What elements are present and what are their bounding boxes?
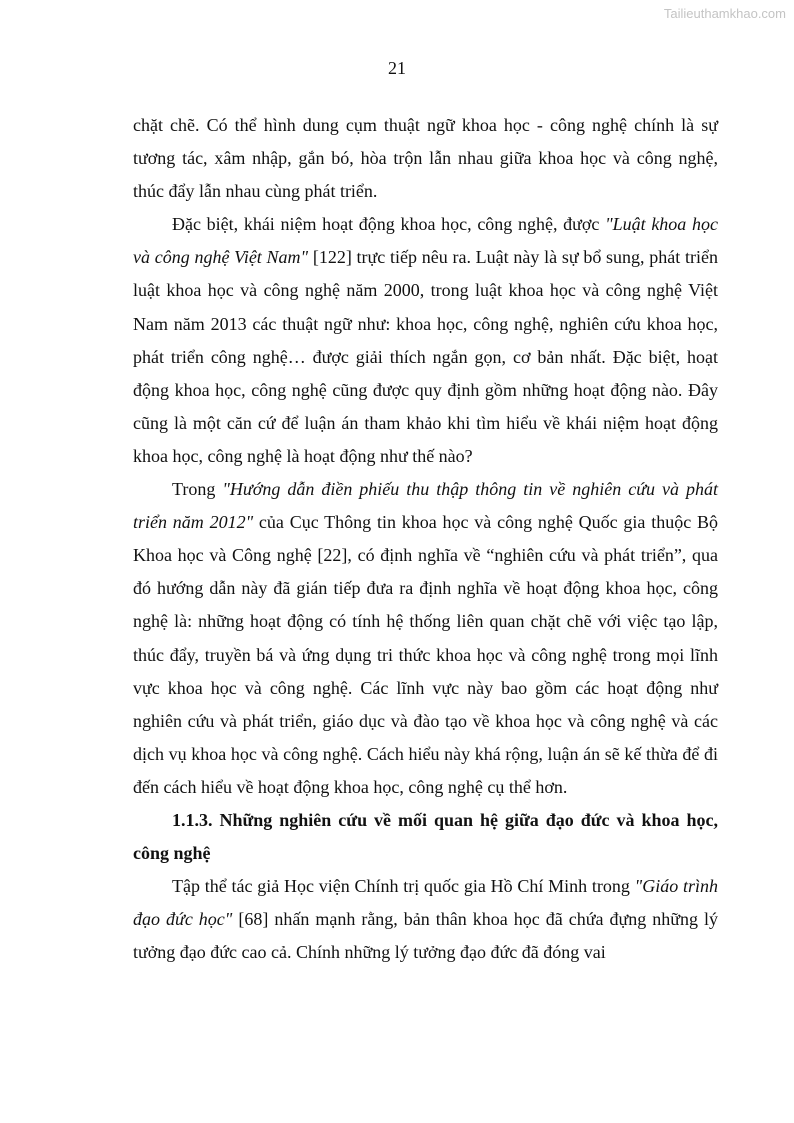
paragraph-4-text-a: Tập thể tác giả Học viện Chính trị quốc gia Hồ Chí Minh trong bbox=[172, 876, 635, 897]
textbook-title-citation: "Giáo trình đạo đức học" bbox=[133, 876, 718, 930]
paragraph-3-text-c: của Cục Thông tin khoa học và công nghệ Quốc gia thuộc Bộ Khoa học và Công nghệ [22], có định nghĩa về “nghiên cứu và phát triển”, qua đó hướng dẫn này đã gián tiếp đưa ra định nghĩa về hoạt động khoa học, công nghệ là: những hoạt động có tính hệ thống liên quan chặt chẽ với việc tạo lập, thúc đẩy, truyền bá và ứng dụng tri thức khoa học và công nghệ trong mọi lĩnh vực khoa học và công nghệ. Các lĩnh vực này bao gồm các hoạt động như nghiên cứu và phát triển, giáo dục và đào tạo về khoa học và công nghệ và các dịch vụ khoa học và công nghệ. Cách hiểu này khá rộng, luận án sẽ kế thừa để đi đến cách hiểu về hoạt động khoa học, công nghệ cụ thể hơn. bbox=[133, 512, 718, 797]
page-body bbox=[133, 109, 718, 969]
watermark: Tailieuthamkhao.com bbox=[663, 6, 786, 21]
paragraph-2-text-c: [122] trực tiếp nêu ra. Luật này là sự bổ sung, phát triển luật khoa học và công nghệ năm 2000, trong luật khoa học và công nghệ Việt Nam năm 2013 các thuật ngữ như: khoa học, công nghệ, nghiên cứu khoa học, phát triển công nghệ… được giải thích ngắn gọn, cơ bản nhất. Đặc biệt, hoạt động khoa học, công nghệ cũng được quy định gồm những hoạt động nào. Đây cũng là một căn cứ để luận án tham khảo khi tìm hiểu về khái niệm hoạt động khoa học, công nghệ là hoạt động như thế nào? bbox=[133, 247, 718, 466]
paragraph-3-text-a: Trong bbox=[172, 479, 223, 500]
page-number: 21 bbox=[388, 58, 406, 78]
paragraph-4-text-c: [68] nhấn mạnh rằng, bản thân khoa học đã chứa đựng những lý tưởng đạo đức cao cả. Chính những lý tưởng đạo đức đã đóng vai bbox=[133, 909, 718, 963]
paragraph-4 bbox=[133, 870, 718, 969]
section-heading: 1.1.3. Những nghiên cứu về mối quan hệ giữa đạo đức và khoa học, công nghệ bbox=[133, 809, 718, 864]
guide-title-citation: "Hướng dẫn điền phiếu thu thập thông tin về nghiên cứu và phát triển năm 2012" bbox=[133, 479, 719, 533]
paragraph-1: chặt chẽ. Có thể hình dung cụm thuật ngữ khoa học - công nghệ chính là sự tương tác, xâm nhập, gắn bó, hòa trộn lẫn nhau giữa khoa học và công nghệ, thúc đẩy lẫn nhau cùng phát triển. bbox=[133, 115, 718, 202]
law-title-citation: "Luật khoa học và công nghệ Việt Nam" bbox=[133, 214, 718, 268]
paragraph-2-text-a: Đặc biệt, khái niệm hoạt động khoa học, công nghệ, được bbox=[172, 214, 606, 235]
paragraph-3 bbox=[133, 473, 718, 804]
paragraph-2 bbox=[133, 208, 718, 473]
